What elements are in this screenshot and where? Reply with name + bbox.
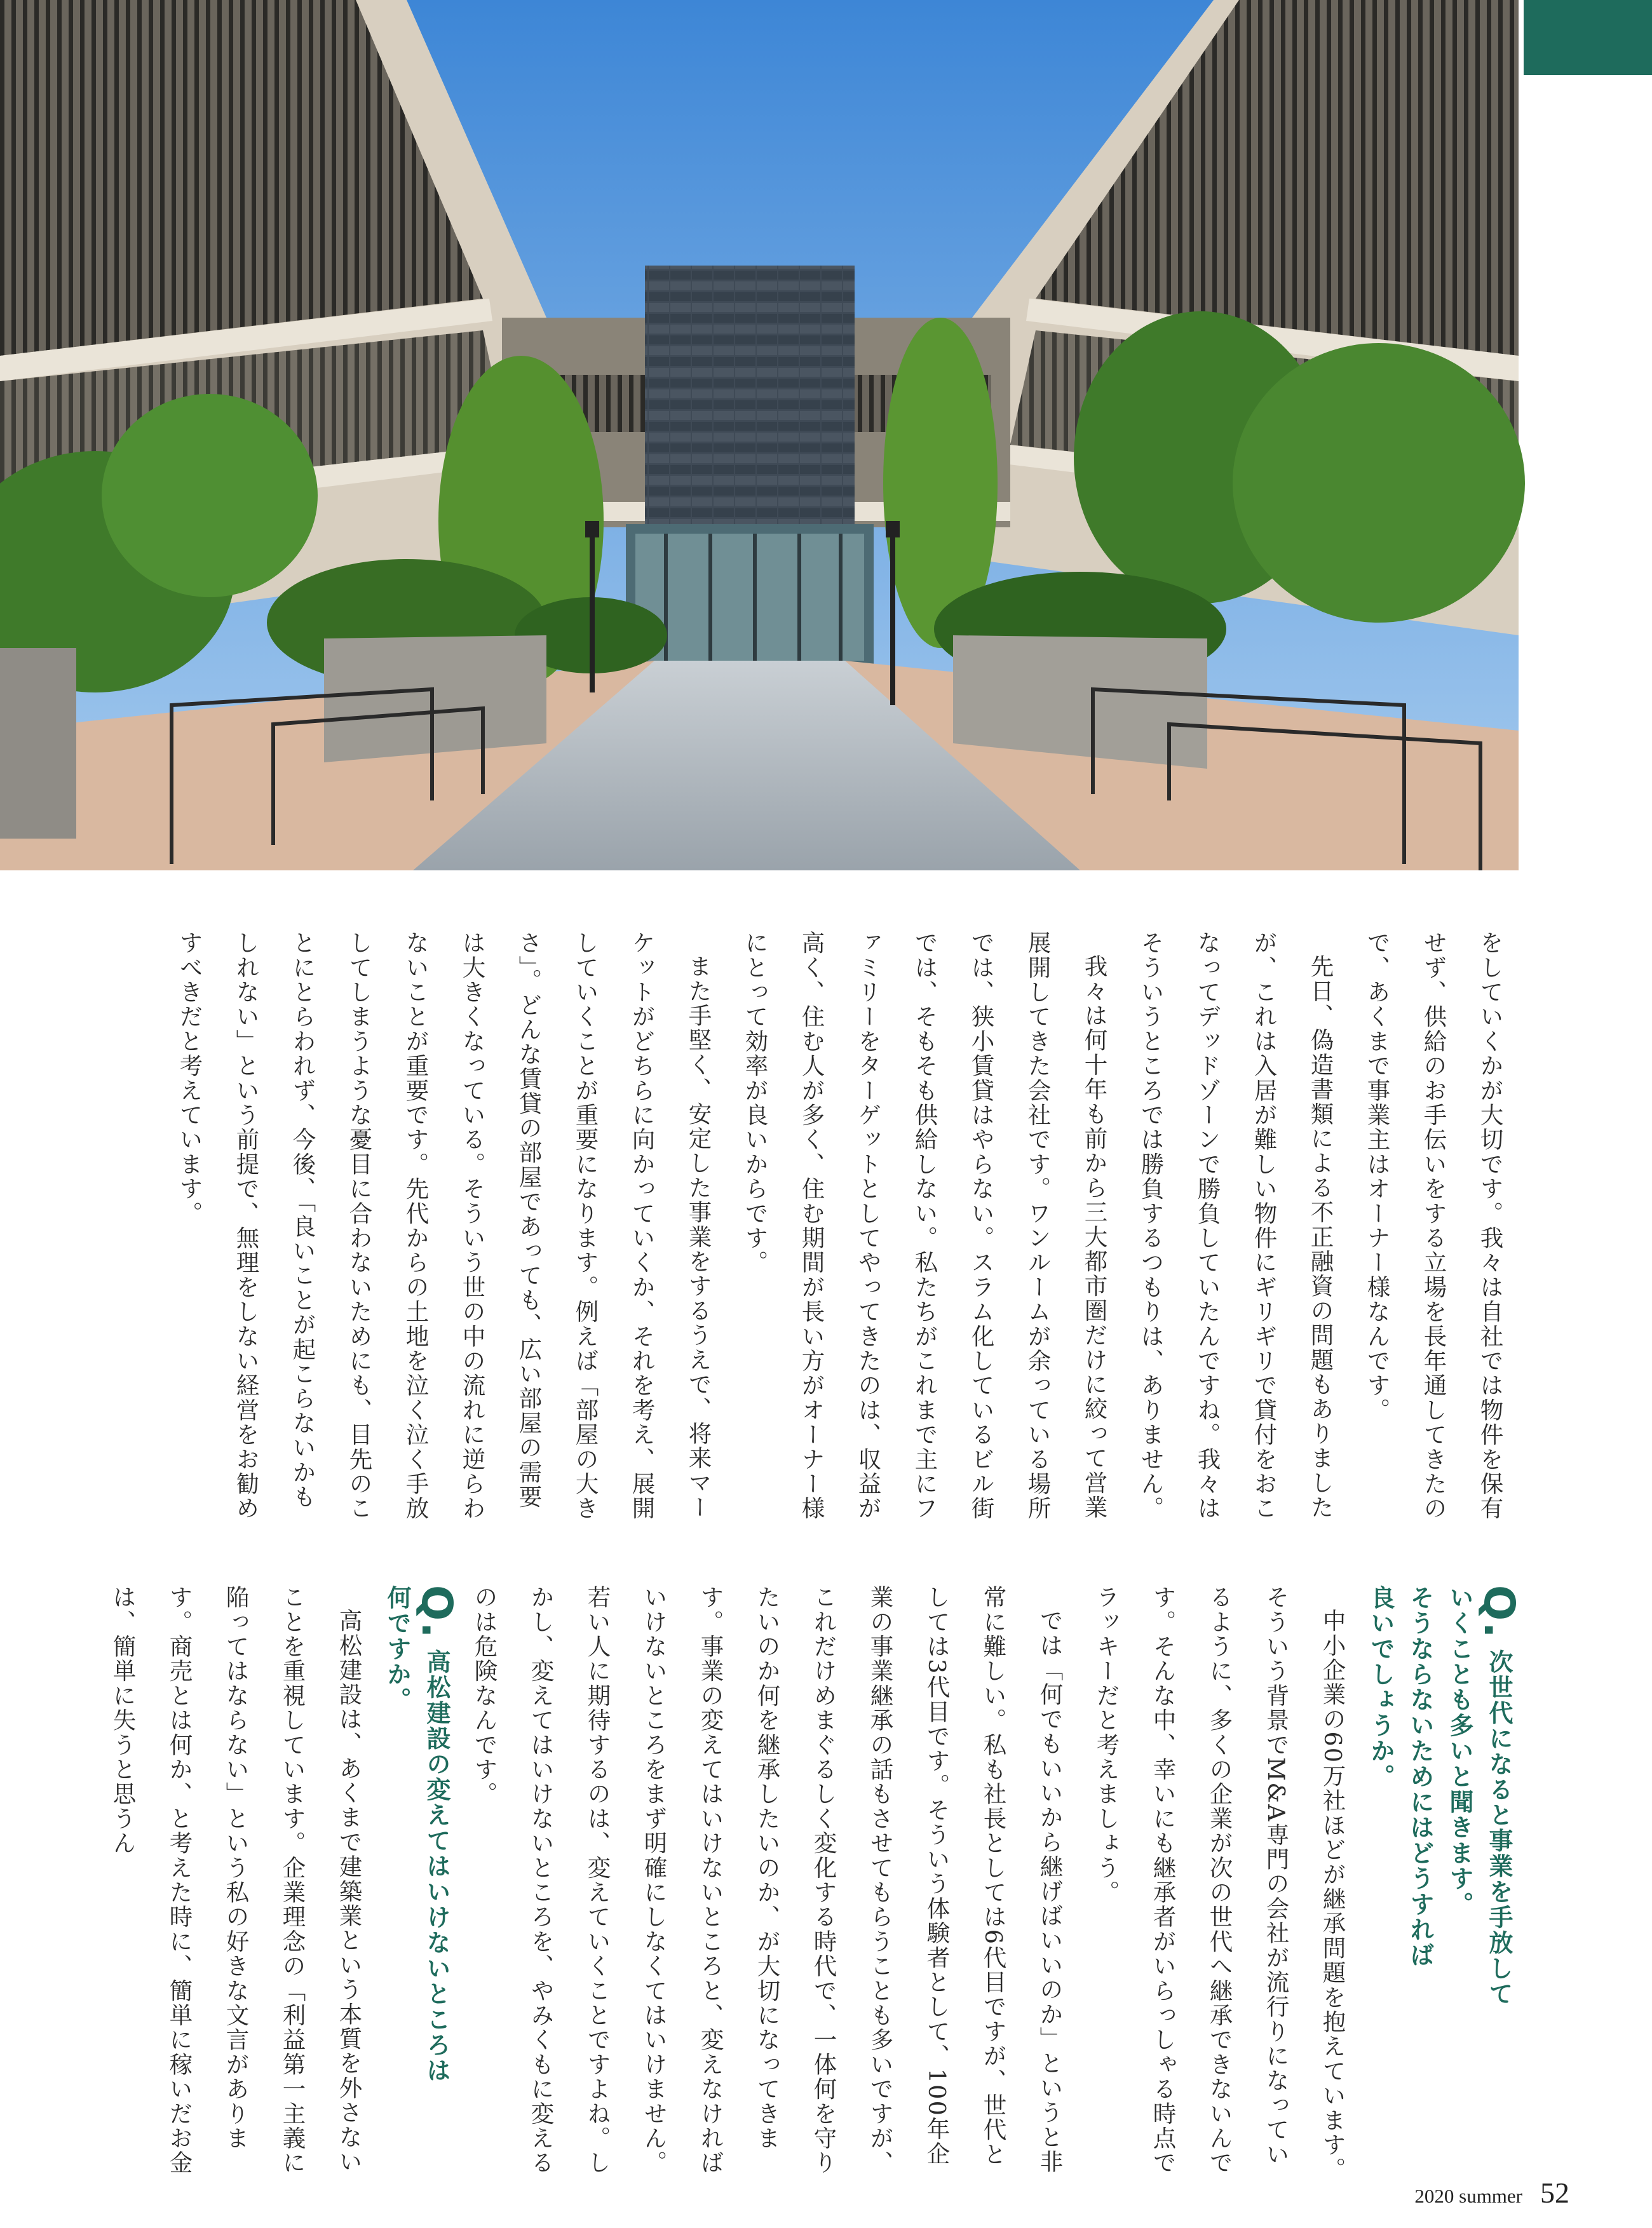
question-line: そうならないためにはどうすれば [1406,1585,1434,1968]
body-paragraph: また手堅く、安定した事業をするうえで、将来マーケットがどちらに向かっていくか、それを考え、展開していくことが重要になります。例えば「部屋の大きさ」。どんな賃貸の部屋であっても、広い部屋の需要は大きくなっている。そういう世の中の流れに逆らわないことが重要です。先代からの土地を泣く泣く手放してしまうような憂目に合わないためにも、目先のことにとらわれず、今後、「良いことが起こらないかもしれない」という前提で、無理をしない経営をお勧めすべきだと考えています。 [176,931,712,1521]
question-2 [377,1585,461,2189]
question-mark: Q. [1475,1585,1524,1640]
answer-paragraph: では「何でもいいから継げばいいのか」というと非常に難しい。私も社長としては6代目ですが、世代としては3代目です。そういう体験者として、100年企業の事業継承の話もさせてもらうことも多いですが、これだけめまぐるしく変化する時代で、一体何を守りたいのか何を継承したいのか、が大切になってきます。事業の変えてはいけないところと、変えなければいけないところをまず明確にしなくてはいけません。若い人に期待するのは、変えていくことですよね。しかし、変えてはいけないところを、やみくもに変えるのは危険なんです。 [471,1585,1064,2175]
courtyard-photo [0,0,1519,870]
body-paragraph: をしていくかが大切です。我々は自社では物件を保有せず、供給のお手伝いをする立場を長年通してきたので、あくまで事業主はオーナー様なんです。 [1364,931,1504,1521]
article-body-top [176,931,1519,1528]
question-mark: Q. [412,1585,461,1640]
body-paragraph: 先日、偽造書類による不正融資の問題もありましたが、これは入居が難しい物件にギリギリで貸付をおこなってデッドゾーンで勝負していたんですね。我々はそういうところでは勝負するつもりは、ありません。 [1137,931,1334,1521]
section-tab [1524,0,1652,75]
question-line: 高松建設の変えてはいけないところは [423,1649,450,2084]
issue-label: 2020 summer [1414,2185,1522,2207]
question-line: いくことも多いと聞きます。 [1446,1585,1473,1917]
question-1 [1361,1585,1524,2189]
question-line: 何ですか。 [383,1585,411,1713]
question-line: 良いでしょうか。 [1367,1585,1395,1790]
body-paragraph: 我々は何十年も前から三大都市圏だけに絞って営業展開してきた会社です。ワンルームが余っている場所では、狭小賃貸はやらない。スラム化しているビル街では、そもそも供給しない。私たちがこれまで主にファミリーをターゲットとしてやってきたのは、収益が高く、住む人が多く、住む期間が長い方がオーナー様にとって効率が良いからです。 [741,931,1108,1521]
answer-paragraph: 高松建設は、あくまで建築業という本質を外さないことを重視しています。企業理念の「利益第一主義に陥ってはならない」という私の好きな文言があります。商売とは何か、と考えた時に、簡単に稼いだお金は、簡単に失うと思うん [109,1585,363,2175]
article-body-bottom [109,1585,1524,2189]
answer-paragraph: 中小企業の60万社ほどが継承問題を抱えています。そういう背景でM&A専門の会社が流行りになっているように、多くの企業が次の世代へ継承できないんです。そんな中、幸いにも継承者がいらっしゃる時点でラッキーだと考えましょう。 [1093,1585,1346,2182]
question-line: 次世代になると事業を手放して [1485,1649,1513,2007]
page-footer [1414,2176,1569,2210]
courtyard-building-photo [0,0,1519,870]
page-number: 52 [1540,2177,1569,2209]
